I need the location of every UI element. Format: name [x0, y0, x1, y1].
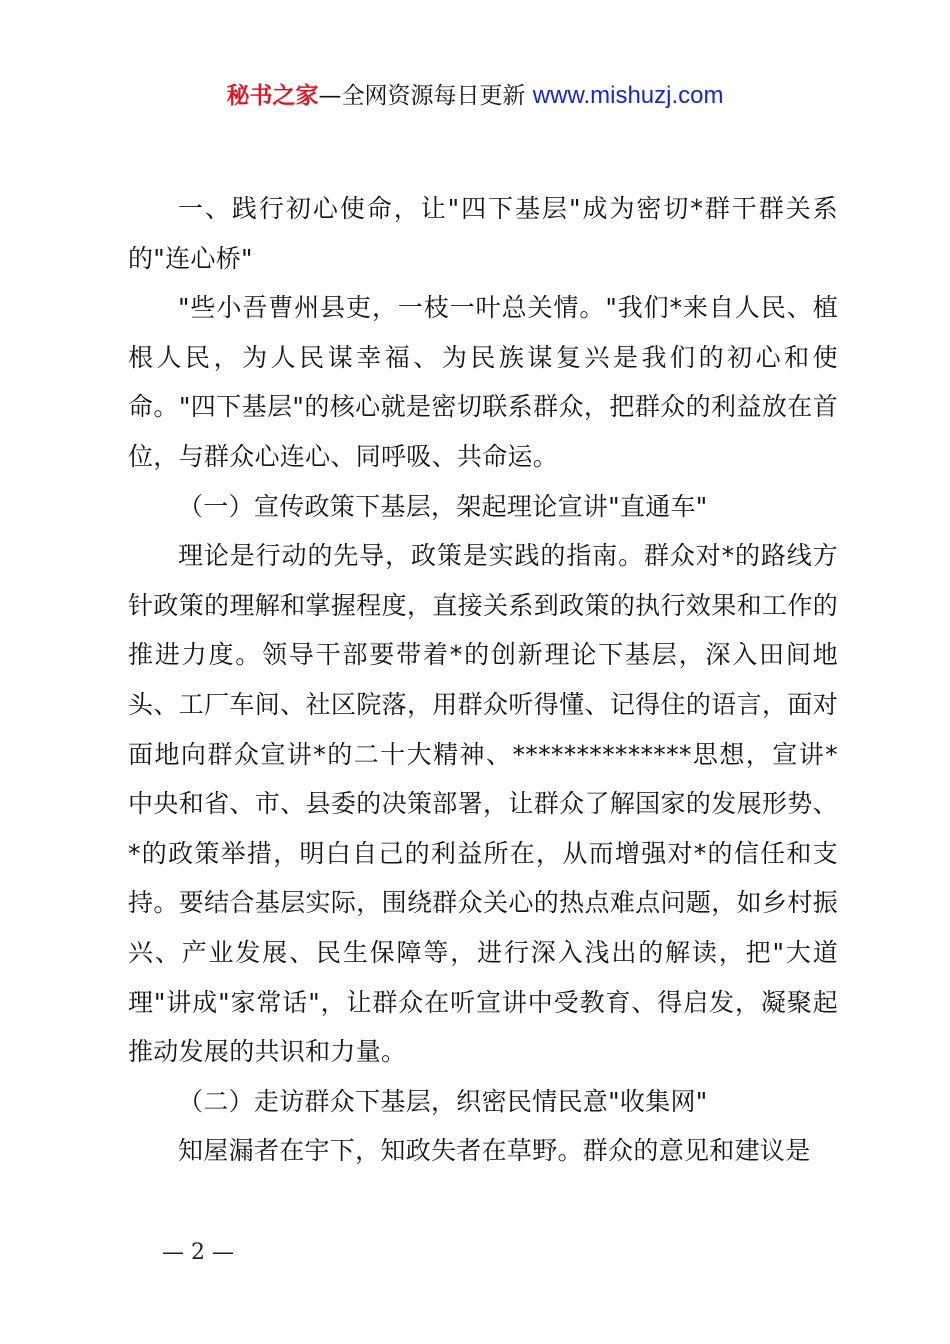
site-url[interactable]: www.mishuzj.com [532, 82, 724, 109]
site-header [0, 78, 950, 114]
subsection-heading: （一）宣传政策下基层，架起理论宣讲"直通车" [178, 491, 708, 521]
brand-name: 秘书之家 [226, 83, 319, 109]
document-body [128, 184, 838, 1176]
body-paragraph: "些小吾曹州县吏，一枝一叶总关情。"我们*来自人民、植根人民，为人民谋幸福、为民族谋复兴是我们的初心和使命。"四下基层"的核心就是密切联系群众，把群众的利益放在首位，与群众心连心、同呼吸、共命运。 [128, 293, 838, 471]
header-slogan: —全网资源每日更新 [318, 83, 533, 109]
body-paragraph: 知屋漏者在宇下，知政失者在草野。群众的意见和建议是 [178, 1136, 811, 1166]
subsection-heading: （二）走访群众下基层，织密民情民意"收集网" [178, 1086, 708, 1116]
section-heading: 一、践行初心使命，让"四下基层"成为密切*群干群关系的"连心桥" [128, 194, 838, 273]
page-number: — 2 — [162, 1240, 234, 1265]
body-paragraph: 理论是行动的先导，政策是实践的指南。群众对*的路线方针政策的理解和掌握程度，直接关系到政策的执行效果和工作的推进力度。领导干部要带着*的创新理论下基层，深入田间地头、工厂车间、社区院落，用群众听得懂、记得住的语言，面对面地向群众宣讲*的二十大精神、**************思想，宣讲*中央和省、市、县委的决策部署，让群众了解国家的发展形势、*的政策举措，明白自己的利益所在，从而增强对*的信任和支持。要结合基层实际，围绕群众关心的热点难点问题，如乡村振兴、产业发展、民生保障等，进行深入浅出的解读，把"大道理"讲成"家常话"，让群众在听宣讲中受教育、得启发，凝聚起推动发展的共识和力量。 [128, 541, 838, 1067]
